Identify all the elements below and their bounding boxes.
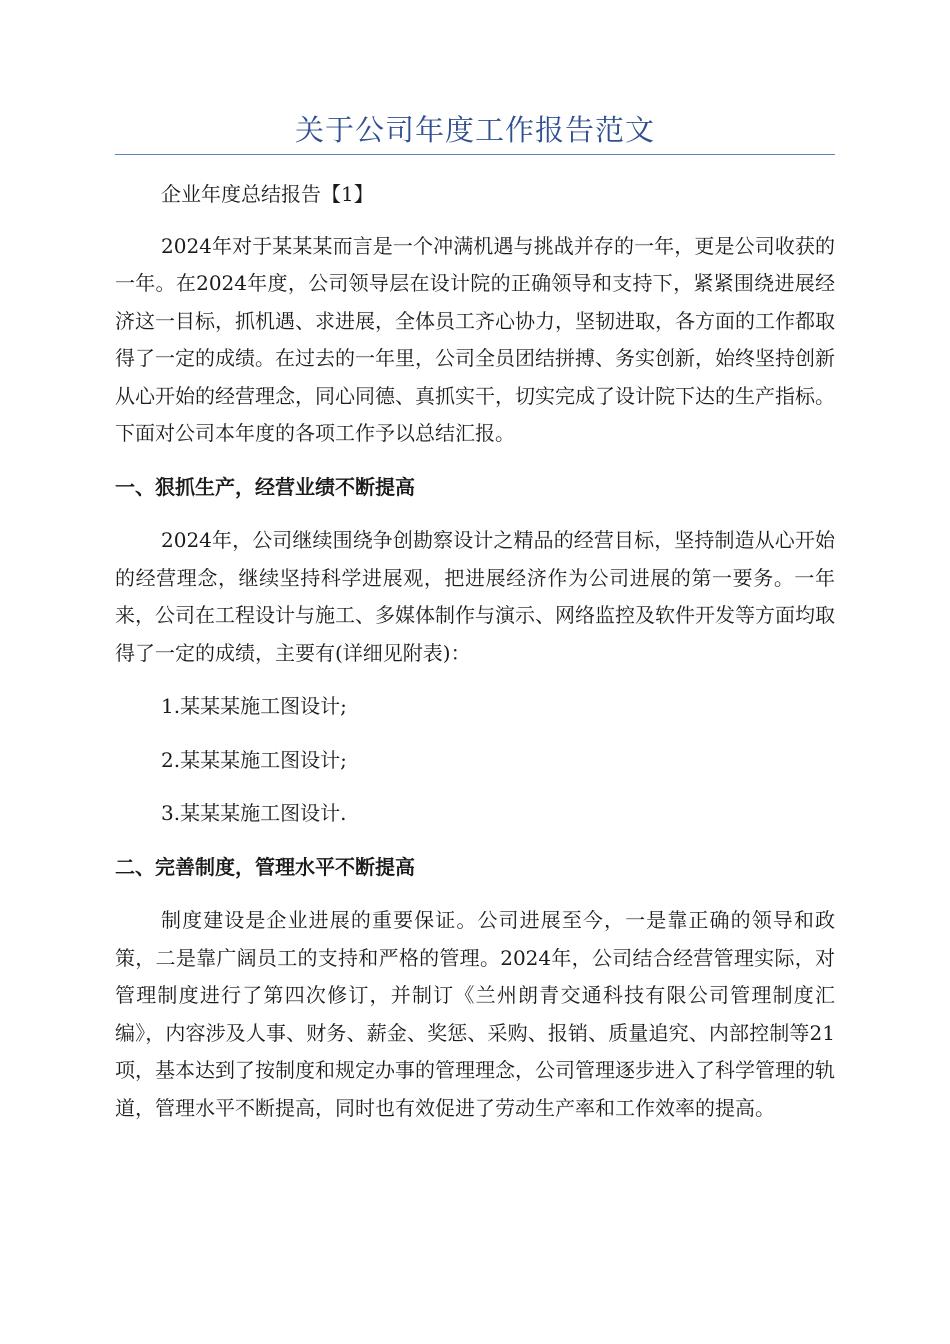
section-body-management: 制度建设是企业进展的重要保证。公司进展至今，一是靠正确的领导和政策，二是靠广阔员工的支持和严格的管理。2024年，公司结合经营管理实际，对管理制度进行了第四次修订，并制订《兰州朗青交通科技有限公司管理制度汇编》，内容涉及人事、财务、薪金、奖惩、采购、报销、质量追究、内部控制等21项，基本达到了按制度和规定办事的管理理念，公司管理逐步进入了科学管理的轨道，管理水平不断提高，同时也有效促进了劳动生产率和工作效率的提高。 <box>115 908 835 1120</box>
title-underline <box>115 154 835 155</box>
list-item: 2.某某某施工图设计; <box>161 747 347 772</box>
section-body-production: 2024年，公司继续围绕争创勘察设计之精品的经营目标，坚持制造从心开始的经营理念，继续坚持科学进展观，把进展经济作为公司进展的第一要务。一年来，公司在工程设计与施工、多媒体制作与演示、网络监控及软件开发等方面均取得了一定的成绩，主要有(详细见附表)： <box>115 528 835 665</box>
section-heading-production: 一、狠抓生产，经营业绩不断提高 <box>115 474 415 499</box>
list-item: 1.某某某施工图设计; <box>161 694 347 718</box>
document-body <box>115 176 835 1127</box>
intro-paragraph: 2024年对于某某某而言是一个冲满机遇与挑战并存的一年，更是公司收获的一年。在2024年度，公司领导层在设计院的正确领导和支持下，紧紧围绕进展经济这一目标，抓机遇、求进展，全体员工齐心协力，坚韧进取，各方面的工作都取得了一定的成绩。在过去的一年里，公司全员团结拼搏、务实创新，始终坚持创新从心开始的经营理念，同心同德、真抓实干，切实完成了设计院下达的生产指标。下面对公司本年度的各项工作予以总结汇报。 <box>115 233 835 445</box>
section-heading-management: 二、完善制度，管理水平不断提高 <box>115 854 415 879</box>
list-item: 3.某某某施工图设计. <box>161 801 347 825</box>
document-title: 关于公司年度工作报告范文 <box>294 113 655 147</box>
report-subtitle: 企业年度总结报告【1】 <box>161 182 374 206</box>
